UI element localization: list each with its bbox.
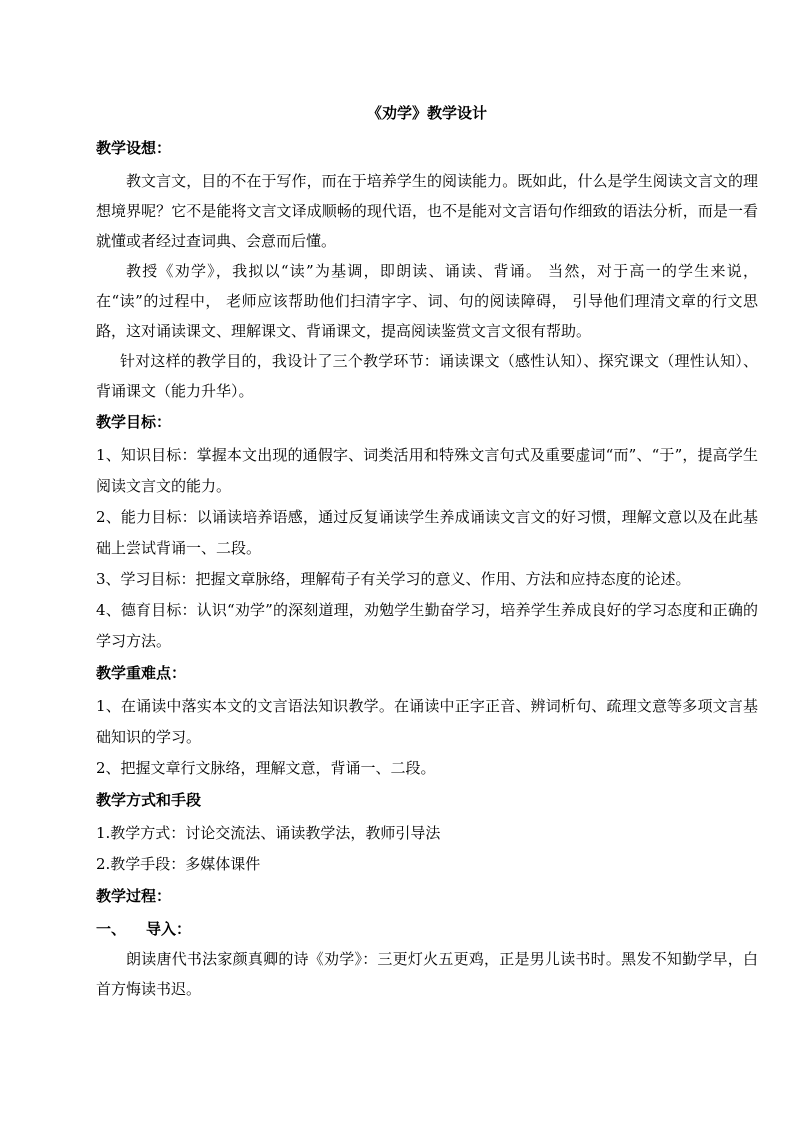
heading-goals: 教学目标： xyxy=(96,413,172,431)
design-idea-paragraph-2: 教授《劝学》，我拟以“读”为基调，即朗读、诵读、背诵。 当然，对于高一的学生来说，在“读”的过程中， 老师应该帮助他们扫清字字、词、句的阅读障碍， 引导他们理清文章的行文思路，这对诵读课文、理解课文、背诵课文，提高阅读鉴赏文言文很有帮助。 xyxy=(96,262,758,340)
document-title: 《劝学》教学设计 xyxy=(366,104,487,122)
goal-item-2: 2、能力目标：以诵读培养语感，通过反复诵读学生养成诵读文言文的好习惯，理解文意以及在此基础上尝试背诵一、二段。 xyxy=(96,508,758,557)
design-idea-paragraph-3: 针对这样的教学目的，我设计了三个教学环节：诵读课文（感性认知）、探究课文（理性认知）、背诵课文（能力升华）。 xyxy=(96,352,758,400)
process-step-1 xyxy=(96,914,758,944)
goal-item-1: 1、知识目标：掌握本文出现的通假字、词类活用和特殊文言句式及重要虚词“而”、“于”，提高学生阅读文言文的能力。 xyxy=(96,446,758,495)
goal-item-4: 4、德育目标：认识“劝学”的深刻道理，劝勉学生勤奋学习，培养学生养成良好的学习态度和正确的学习方法。 xyxy=(96,601,758,650)
document-page xyxy=(96,92,758,1004)
process-step-1-paragraph: 朗读唐代书法家颜真卿的诗《劝学》：三更灯火五更鸡，正是男儿读书时。黑发不知勤学早，白首方悔读书迟。 xyxy=(96,950,758,998)
heading-design-idea: 教学设想： xyxy=(96,139,172,157)
heading-key-points: 教学重难点： xyxy=(96,664,187,682)
key-point-item-1: 1、在诵读中落实本文的文言语法知识教学。在诵读中正字正音、辨词析句、疏理文意等多项文言基础知识的学习。 xyxy=(96,697,758,746)
heading-process: 教学过程： xyxy=(96,887,172,905)
design-idea-paragraph-1: 教文言文，目的不在于写作，而在于培养学生的阅读能力。既如此，什么是学生阅读文言文的理想境界呢？它不是能将文言文译成顺畅的现代语，也不是能对文言语句作细致的语法分析，而是一看就懂或者经过查词典、会意而后懂。 xyxy=(96,172,758,250)
step-label: 导入： xyxy=(146,920,192,938)
method-item-1: 1.教学方式：讨论交流法、诵读教学法，教师引导法 xyxy=(96,824,441,842)
method-item-2: 2.教学手段：多媒体课件 xyxy=(96,855,261,873)
heading-methods: 教学方式和手段 xyxy=(96,791,202,809)
step-number: 一、 xyxy=(96,920,127,938)
goal-item-3: 3、学习目标：把握文章脉络，理解荀子有关学习的意义、作用、方法和应持态度的论述。 xyxy=(96,570,691,588)
key-point-item-2: 2、把握文章行文脉络，理解文意，背诵一、二段。 xyxy=(96,759,436,777)
